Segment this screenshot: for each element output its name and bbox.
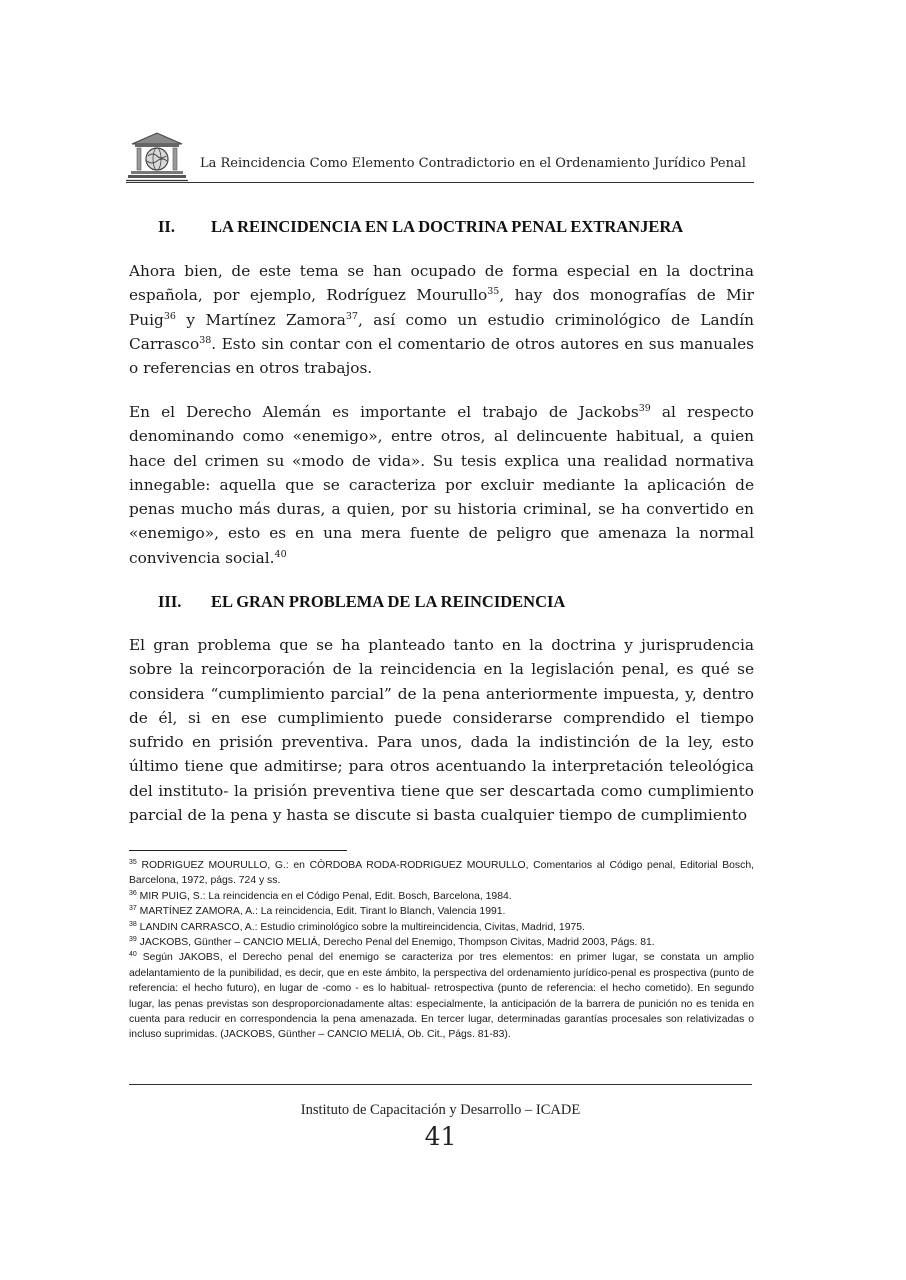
footer-divider (129, 1084, 752, 1085)
section-number: II. (158, 217, 175, 236)
footnote-number: 35 (129, 859, 137, 866)
footnote (129, 920, 754, 935)
footnote-text: Según JAKOBS, el Derecho penal del enemigo se caracteriza por tres elementos: en primer lugar, se constata un amplio adelantamiento de la punibilidad, es decir, que en este ámbito, la perspectiva del ordenamiento jurídico-penal es prospectiva (punto de referencia: el hecho futuro), en lugar de -como - es lo habitual- retrospectiva (punto de referencia: el hecho cometido). En segundo lugar, las penas previstas son desproporcionadamente altas: especialmente, la anticipación de la barrera de punición no es tenida en cuenta para reducir en correspondencia la pena amenazada. En tercer lugar, determinadas garantías procesales son relativizadas o incluso suprimidas. (JACKOBS, Günther – CANCIO MELIÁ, Ob. Cit., Págs. 81-83). (129, 952, 754, 1041)
footnote-ref[interactable]: 37 (345, 310, 358, 322)
section-title: EL GRAN PROBLEMA DE LA REINCIDENCIA (211, 592, 566, 611)
paragraph-text: . Esto sin contar con el comentario de otros autores en sus manuales o referencias en otros trabajos. (129, 334, 754, 378)
footnote-separator (129, 850, 347, 851)
page-number: 41 (424, 1122, 457, 1151)
footnote (129, 904, 754, 919)
page-header (126, 128, 754, 184)
footnote-text: MIR PUIG, S.: La reincidencia en el Código Penal, Edit. Bosch, Barcelona, 1984. (136, 890, 512, 902)
footnote-text: LANDIN CARRASCO, A.: Estudio criminológico sobre la multireincidencia, Civitas, Madrid, 1975. (136, 921, 585, 933)
header-divider (126, 182, 754, 183)
footnote-text: RODRIGUEZ MOURULLO, G.: en CÒRDOBA RODA-RODRIGUEZ MOURULLO, Comentarios al Código penal, Editorial Bosch, Barcelona, 1972, págs. 724 y ss. (129, 860, 754, 887)
footnote-number: 39 (129, 936, 137, 944)
footnote-ref[interactable]: 38 (199, 334, 212, 346)
footnote (129, 889, 754, 904)
section-heading-iii (158, 592, 565, 612)
footnote-number: 37 (129, 905, 137, 913)
footnote-ref[interactable]: 36 (163, 310, 176, 322)
footer-institute: Instituto de Capacitación y Desarrollo – ICADE (300, 1102, 581, 1118)
paragraph-text: En el Derecho Alemán es importante el trabajo de Jackobs (129, 403, 639, 421)
footnote (129, 935, 754, 950)
paragraph-text: Ahora bien, de este tema se han ocupado de forma especial en la doctrina española, por ejemplo, Rodríguez Mourullo (129, 262, 754, 305)
paragraph-spanish-doctrine (129, 259, 754, 380)
paragraph-text: al respecto denominando como «enemigo», entre otros, al delincuente habitual, a quien hace del crimen su «modo de vida». Su tesis explica una realidad normativa innegable: aquella que se caracteriza por excluir mediante la aplicación de penas mucho más duras, a quien, por su historia criminal, se ha convertido en «enemigo», esto es en una mera fuente de peligro que amenaza la normal convivencia social. (129, 403, 754, 567)
footnote (129, 950, 754, 1042)
paragraph-text: y Martínez Zamora (175, 310, 346, 329)
footnote-number: 36 (129, 889, 137, 897)
footnote (129, 858, 754, 889)
paragraph-german-law (129, 400, 754, 570)
section-heading-ii (158, 217, 683, 237)
paragraph-text: , así como un estudio criminológico de Landín Carrasco (129, 310, 754, 353)
footnotes (129, 858, 754, 1043)
footnote-number: 40 (129, 951, 137, 959)
footnote-number: 38 (129, 920, 137, 928)
section-number: III. (158, 592, 182, 611)
footnote-text: MARTÍNEZ ZAMORA, A.: La reincidencia, Edit. Tirant lo Blanch, Valencia 1991. (136, 906, 506, 918)
paragraph-main-problem (129, 633, 754, 827)
footnote-ref[interactable]: 39 (638, 403, 651, 414)
footnote-text: JACKOBS, Günther – CANCIO MELIÁ, Derecho Penal del Enemigo, Thompson Civitas, Madrid 2003, Págs. 81. (136, 937, 655, 949)
paragraph-text: , hay dos monografías de Mir Puig (129, 286, 754, 329)
running-header-title: La Reincidencia Como Elemento Contradictorio en el Ordenamiento Jurídico Penal (200, 156, 746, 171)
section-title: LA REINCIDENCIA EN LA DOCTRINA PENAL EXTRANJERA (211, 217, 684, 236)
footnote-ref[interactable]: 35 (487, 286, 500, 298)
paragraph-text: El gran problema que se ha planteado tanto en la doctrina y jurisprudencia sobre la reincorporación de la reincidencia en la legislación penal, es qué se considera “cumplimiento parcial” de la pena anteriormente impuesta, y, dentro de él, si en ese cumplimiento puede considerarse comprendido el tiempo sufrido en prisión preventiva. Para unos, dada la indistinción de la ley, esto último tiene que admitirse; para otros acentuando la interpretación teleológica del instituto- la prisión preventiva tiene que ser descartada como cumplimiento parcial de la pena y hasta se discute si basta cualquier tiempo de cumplimiento (129, 636, 754, 825)
institution-logo-icon (126, 132, 188, 182)
footnote-ref[interactable]: 40 (274, 548, 287, 560)
